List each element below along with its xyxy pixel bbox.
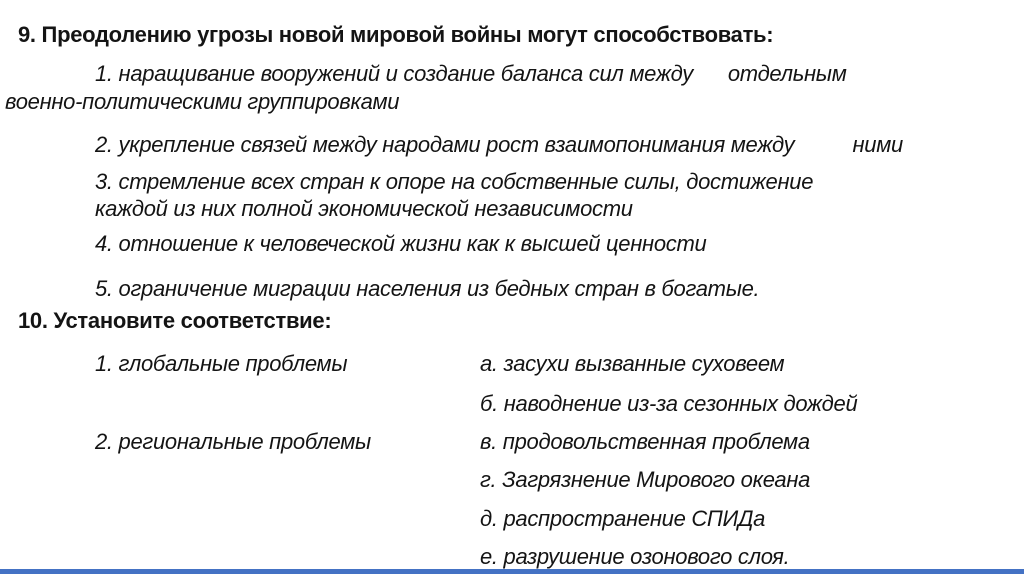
q9-option-5: 5. ограничение миграции населения из бедных стран в богатые. bbox=[95, 276, 760, 301]
q10-left-item-2: 2. региональные проблемы bbox=[95, 429, 371, 454]
q10-right-item-d: д. распространение СПИДа bbox=[480, 506, 766, 531]
bottom-accent-bar bbox=[0, 569, 1024, 574]
question-9-title: 9. Преодолению угрозы новой мировой войны могут способствовать: bbox=[18, 22, 774, 47]
question-10-title: 10. Установите соответствие: bbox=[18, 308, 332, 333]
q9-option-1-line-2: военно-политическими группировками bbox=[5, 89, 400, 114]
q9-option-4: 4. отношение к человеческой жизни как к высшей ценности bbox=[95, 231, 707, 256]
q9-option-3-line-1: 3. стремление всех стран к опоре на собственные силы, достижение bbox=[95, 169, 814, 194]
q10-left-item-1: 1. глобальные проблемы bbox=[95, 351, 348, 376]
q10-right-item-b: б. наводнение из-за сезонных дождей bbox=[480, 391, 858, 416]
q10-right-item-g: г. Загрязнение Мирового океана bbox=[480, 467, 811, 492]
q10-right-item-e: е. разрушение озонового слоя. bbox=[480, 544, 790, 569]
q10-right-item-a: а. засухи вызванные суховеем bbox=[480, 351, 785, 376]
q9-option-1-line-1: 1. наращивание вооружений и создание баланса сил между отдельным bbox=[95, 61, 847, 86]
q9-option-3-line-2: каждой из них полной экономической независимости bbox=[95, 196, 633, 221]
q10-right-item-v: в. продовольственная проблема bbox=[480, 429, 810, 454]
q9-option-2: 2. укрепление связей между народами рост взаимопонимания между ними bbox=[95, 132, 903, 157]
